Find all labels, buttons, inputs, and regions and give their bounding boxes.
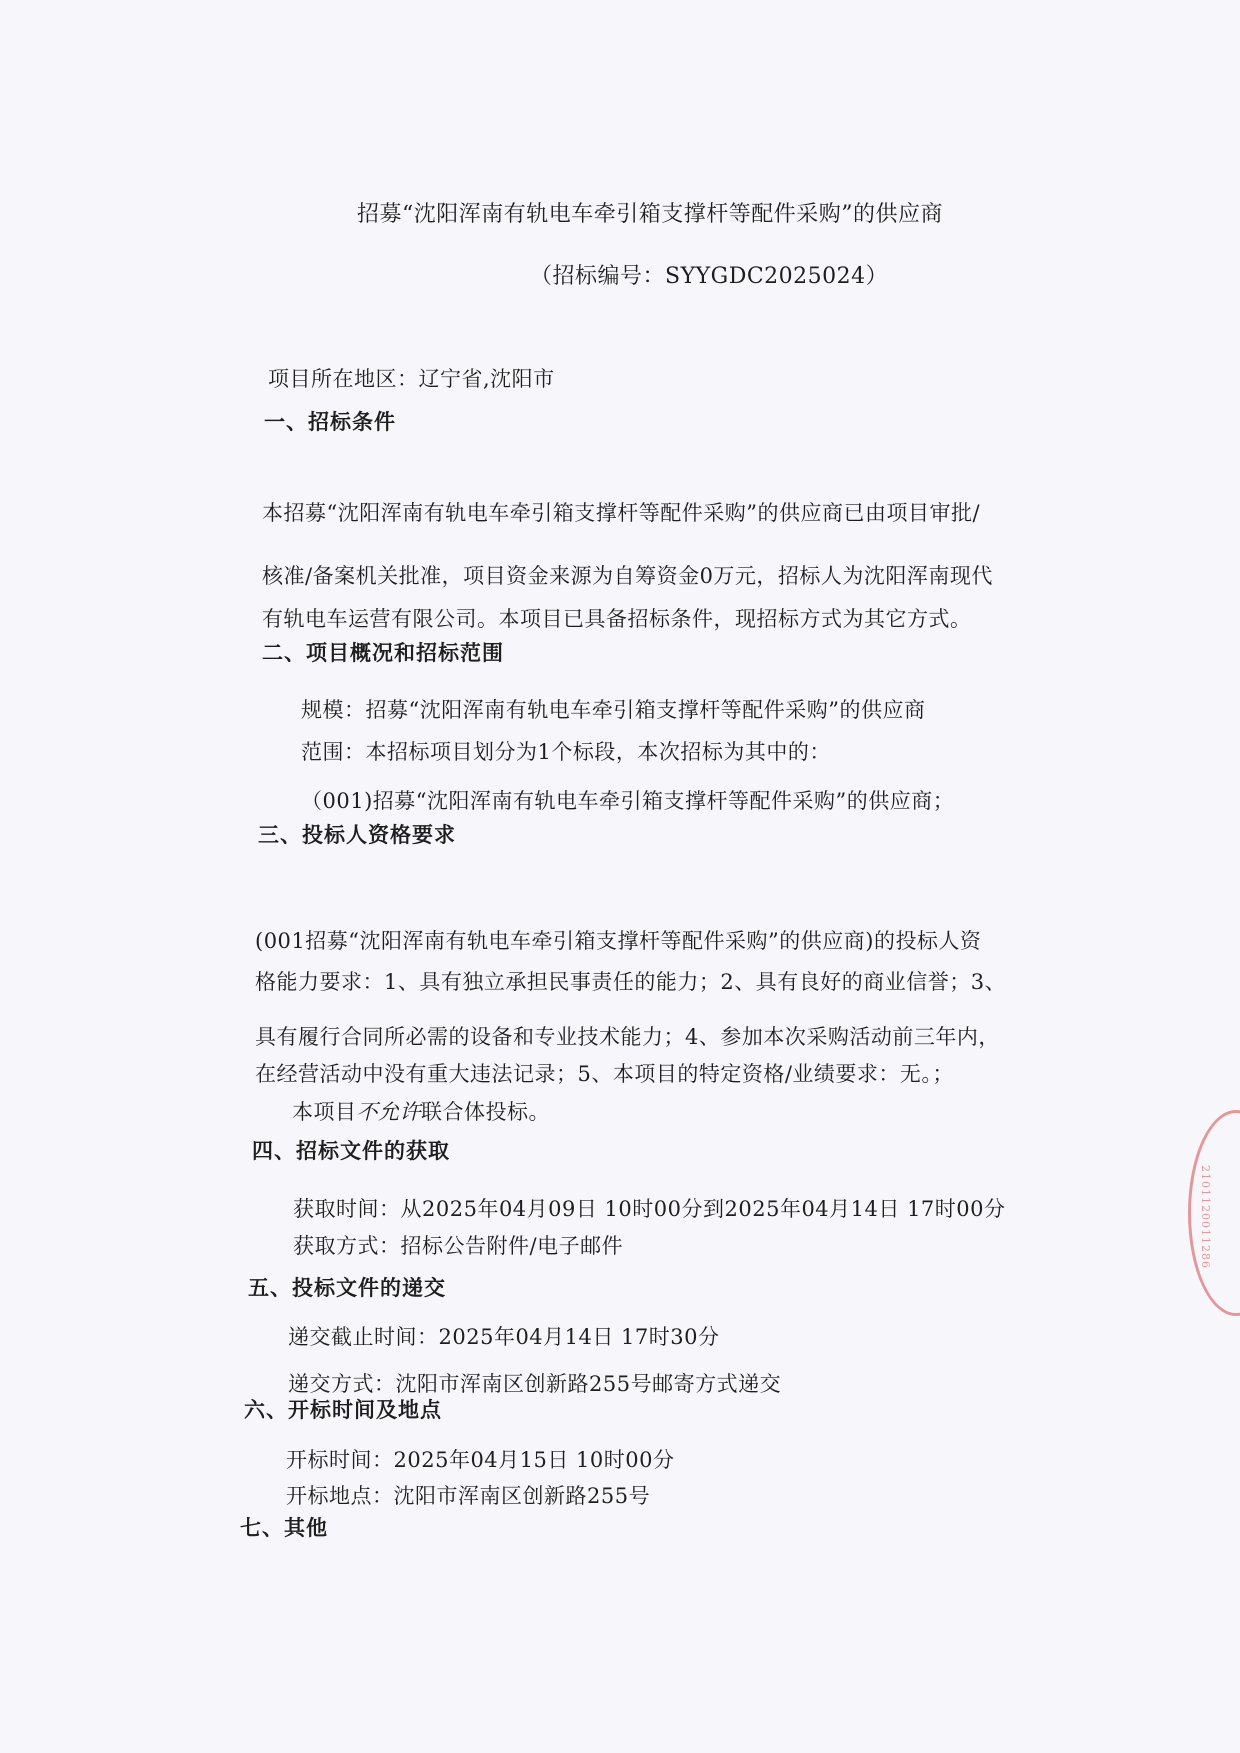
section-6-line: 开标地点：沈阳市浑南区创新路255号 bbox=[286, 1484, 651, 1508]
section-1-line: 核准/备案机关批准，项目资金来源为自筹资金0万元，招标人为沈阳浑南现代 bbox=[262, 564, 993, 588]
section-4-line: 获取时间：从2025年04月09日 10时00分到2025年04月14日 17时00分 bbox=[293, 1197, 1006, 1221]
section-2-line: （001)招募“沈阳浑南有轨电车牵引箱支撑杆等配件采购”的供应商； bbox=[301, 789, 955, 813]
section-2-line: 规模：招募“沈阳浑南有轨电车牵引箱支撑杆等配件采购”的供应商 bbox=[301, 698, 926, 722]
section-1-heading: 一、招标条件 bbox=[264, 409, 396, 434]
consortium-value: 不允许 bbox=[356, 1100, 421, 1124]
section-6-line: 开标时间：2025年04月15日 10时00分 bbox=[286, 1448, 675, 1472]
project-region: 项目所在地区：辽宁省,沈阳市 bbox=[268, 367, 555, 391]
doc-title: 招募“沈阳浑南有轨电车牵引箱支撑杆等配件采购”的供应商 bbox=[357, 202, 943, 227]
consortium-suffix: 联合体投标。 bbox=[421, 1100, 550, 1124]
tender-number: （招标编号：SYYGDC2025024） bbox=[530, 264, 889, 289]
section-1-line: 有轨电车运营有限公司。本项目已具备招标条件，现招标方式为其它方式。 bbox=[262, 607, 972, 631]
section-5-line: 递交截止时间：2025年04月14日 17时30分 bbox=[288, 1325, 720, 1349]
section-4-line: 获取方式：招标公告附件/电子邮件 bbox=[293, 1234, 624, 1258]
company-seal bbox=[1188, 1110, 1240, 1316]
section-3-line: 具有履行合同所必需的设备和专业技术能力；4、参加本次采购活动前三年内， bbox=[255, 1025, 1000, 1049]
section-3-line: (001招募“沈阳浑南有轨电车牵引箱支撑杆等配件采购”的供应商)的投标人资 bbox=[255, 929, 982, 953]
section-5-line: 递交方式：沈阳市浑南区创新路255号邮寄方式递交 bbox=[288, 1372, 782, 1396]
section-3-heading: 三、投标人资格要求 bbox=[258, 822, 456, 847]
section-3-line: 格能力要求：1、具有独立承担民事责任的能力；2、具有良好的商业信誉；3、 bbox=[255, 970, 1007, 994]
section-2-line: 范围：本招标项目划分为1个标段，本次招标为其中的： bbox=[301, 740, 831, 764]
section-7-heading: 七、其他 bbox=[240, 1515, 328, 1540]
seal-number: 2101120011286 bbox=[1199, 1165, 1212, 1269]
section-3-line: 在经营活动中没有重大违法记录；5、本项目的特定资格/业绩要求：无。； bbox=[255, 1062, 954, 1086]
section-4-heading: 四、招标文件的获取 bbox=[252, 1138, 450, 1163]
section-2-heading: 二、项目概况和招标范围 bbox=[262, 640, 504, 665]
consortium-line bbox=[292, 1097, 550, 1127]
section-6-heading: 六、开标时间及地点 bbox=[244, 1397, 442, 1422]
section-5-heading: 五、投标文件的递交 bbox=[248, 1275, 446, 1300]
consortium-prefix: 本项目 bbox=[292, 1100, 357, 1124]
section-1-line: 本招募“沈阳浑南有轨电车牵引箱支撑杆等配件采购”的供应商已由项目审批/ bbox=[262, 501, 981, 525]
